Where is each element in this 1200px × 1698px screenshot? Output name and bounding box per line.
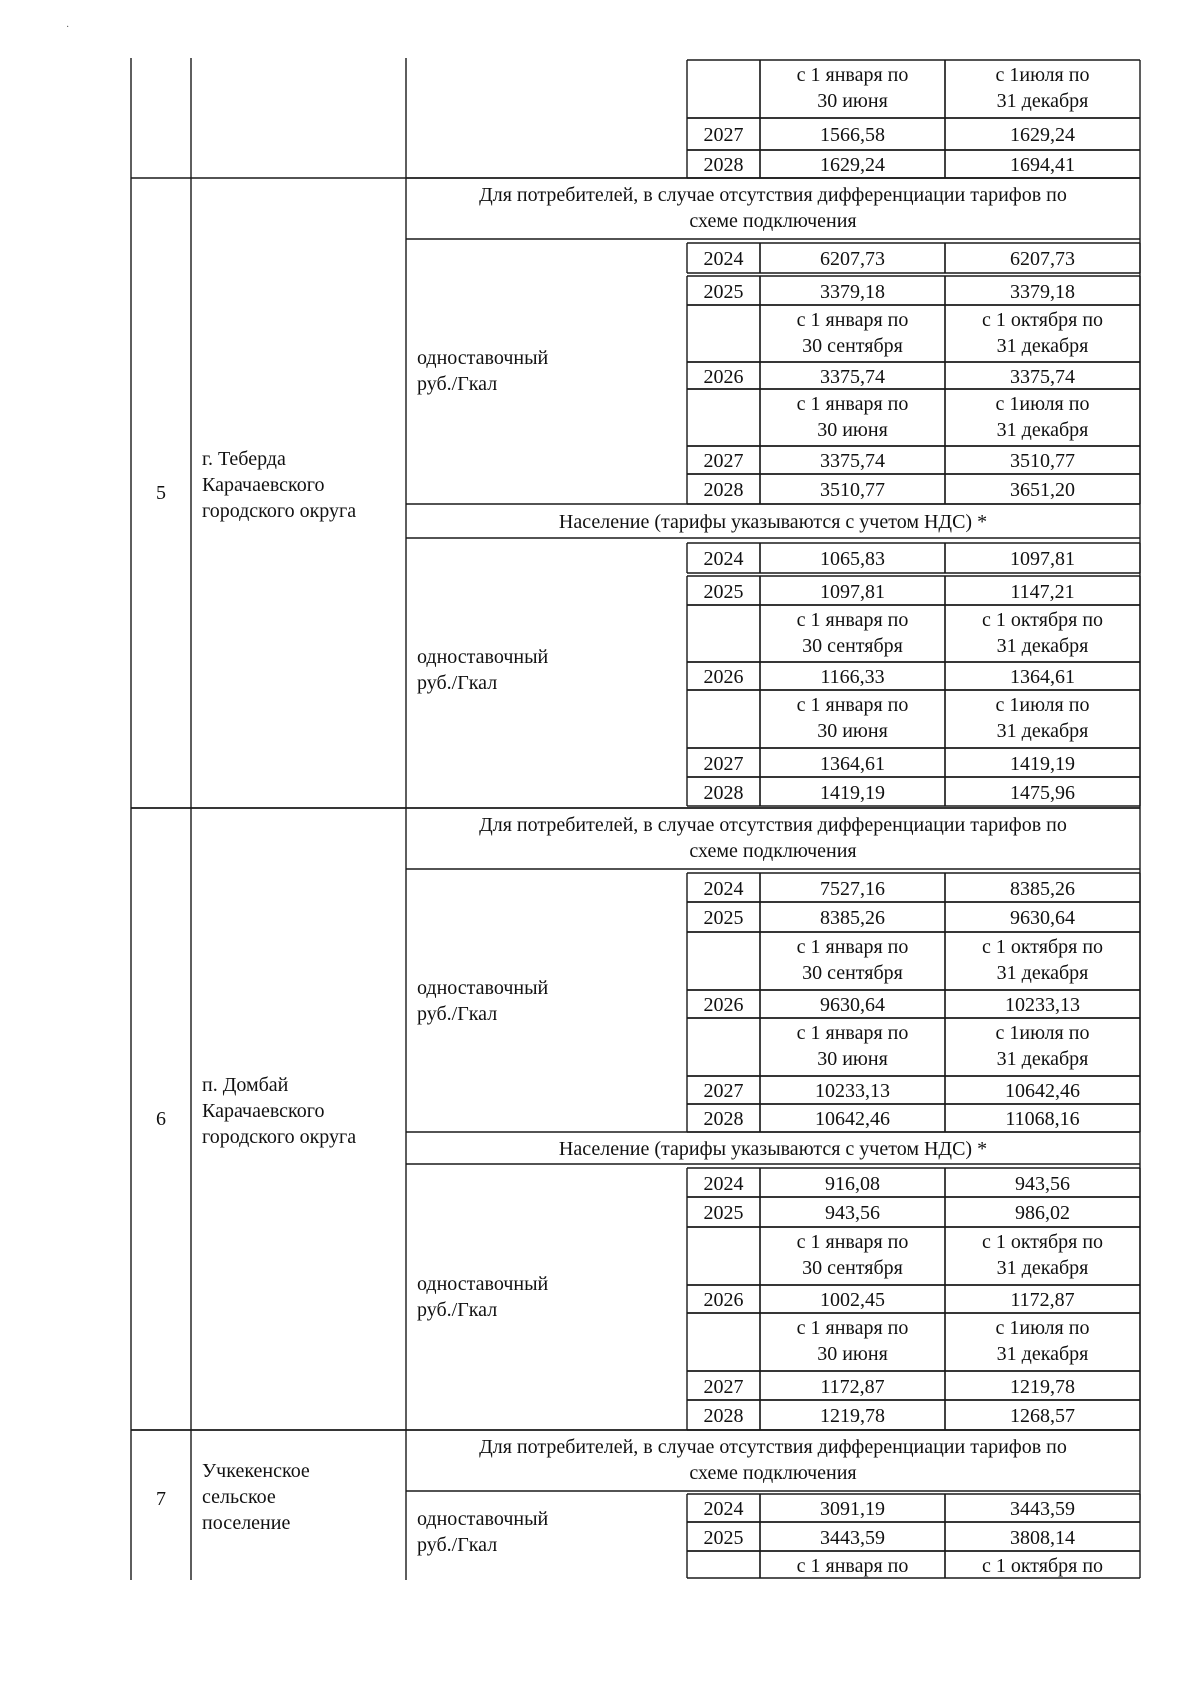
s6-consumers-value-1: 8385,26 <box>820 907 885 929</box>
s6-population-year: 2024 <box>703 1172 744 1195</box>
rate-type-label-line: одноставочный <box>417 347 549 369</box>
s6-consumers-value-2: 10642,46 <box>1005 1080 1080 1102</box>
s5-consumers-value-1: 3375,74 <box>820 365 885 388</box>
consumers-header <box>406 182 1140 234</box>
s6-population-year: 2028 <box>703 1405 744 1427</box>
consumers-header <box>406 1434 1140 1486</box>
top-fragment-row-value-1: 1629,24 <box>820 154 885 176</box>
s6-population-year: 2026 <box>703 1289 744 1311</box>
s6-consumers-period-2 <box>945 1020 1140 1072</box>
s6-population-value-1: 1219,78 <box>820 1405 885 1427</box>
consumers-header-line: Для потребителей, в случае отсутствия дифференциации тарифов по <box>479 814 1067 836</box>
s5-consumers-value-2: 3651,20 <box>1010 479 1075 501</box>
settlement-name <box>202 1072 403 1150</box>
s5-consumers-period-1-line: 30 июня <box>817 419 888 441</box>
s5-consumers-value-1: 3510,77 <box>820 479 885 501</box>
s5-consumers-period-2-line: с 1июля по <box>995 393 1090 415</box>
s6-consumers-period-1-line: с 1 января по <box>796 936 909 958</box>
s5-consumers-value-1: 3379,18 <box>820 280 885 303</box>
s6-population-year: 2027 <box>703 1375 744 1398</box>
settlement-name-line: п. Домбай <box>202 1074 289 1096</box>
top-fragment-row-value-2: 1629,24 <box>1010 124 1075 146</box>
s6-consumers-year: 2024 <box>703 877 744 900</box>
top-fragment-row-value-2: 1694,41 <box>1010 154 1075 176</box>
s6-population-period-2-line: с 1 октября по <box>981 1231 1104 1253</box>
s6-population-period-2-line: 31 декабря <box>996 1343 1089 1365</box>
s6-consumers-period-1-line: с 1 января по <box>796 1022 909 1044</box>
s5-population-value-2: 1147,21 <box>1010 580 1075 603</box>
s6-consumers-period-1 <box>760 1020 945 1072</box>
s6-population-period-2-line: 31 декабря <box>996 1257 1089 1279</box>
s7-consumers-value-2: 3443,59 <box>1010 1498 1075 1520</box>
s5-consumers-period-2-line: 31 декабря <box>996 335 1089 357</box>
s6-population-value-2: 943,56 <box>1015 1172 1070 1195</box>
rate-type-label-line: руб./Гкал <box>417 672 498 694</box>
s6-population-period-1 <box>760 1229 945 1281</box>
s7-period-1: с 1 января по <box>796 1555 909 1577</box>
top-fragment-period-1-line: 30 июня <box>817 90 888 112</box>
s6-consumers-period-1 <box>760 934 945 986</box>
s5-population-period-1-line: 30 июня <box>817 720 888 742</box>
s6-population-value-2: 1268,57 <box>1010 1405 1075 1427</box>
top-fragment-period-2 <box>945 62 1140 114</box>
top-fragment-row-value-1: 1566,58 <box>820 124 885 146</box>
s7-consumers-value-2: 3808,14 <box>1010 1526 1075 1549</box>
s6-population-period-1-line: 30 сентября <box>802 1257 903 1279</box>
settlement-name-line: Учкекенское <box>202 1460 310 1482</box>
s6-consumers-value-2: 9630,64 <box>1010 907 1075 929</box>
rate-type-label-line: руб./Гкал <box>417 1003 498 1025</box>
s5-population-period-2-line: 31 декабря <box>996 635 1089 657</box>
s5-consumers-value-1: 3375,74 <box>820 450 885 472</box>
s5-population-value-1: 1419,19 <box>820 781 885 804</box>
rate-type-label <box>417 1271 677 1323</box>
rate-type-label <box>417 644 677 696</box>
s6-consumers-period-2-line: с 1 октября по <box>981 936 1104 958</box>
s5-consumers-value-2: 3510,77 <box>1010 450 1075 472</box>
s6-consumers-year: 2028 <box>703 1108 744 1130</box>
s5-consumers-value-2: 3375,74 <box>1010 365 1075 388</box>
s6-consumers-period-2 <box>945 934 1140 986</box>
s5-consumers-year: 2026 <box>703 365 744 388</box>
s6-consumers-value-2: 11068,16 <box>1005 1108 1080 1130</box>
s6-consumers-period-1-line: 30 сентября <box>802 962 903 984</box>
s5-population-year: 2024 <box>703 548 744 570</box>
s6-population-value-1: 916,08 <box>825 1172 880 1195</box>
s5-consumers-year: 2025 <box>703 280 744 303</box>
rate-type-label <box>417 1506 677 1558</box>
s5-consumers-period-1 <box>760 391 945 443</box>
rate-type-label <box>417 975 677 1027</box>
s5-population-period-1-line: с 1 января по <box>796 694 909 716</box>
s5-population-value-2: 1097,81 <box>1010 548 1075 570</box>
top-fragment-period-2-line: с 1июля по <box>995 64 1090 86</box>
top-fragment-period-2-line: 31 декабря <box>996 90 1089 112</box>
rate-type-label-line: одноставочный <box>417 977 549 999</box>
s5-population-period-1-line: с 1 января по <box>796 609 909 631</box>
s6-consumers-value-1: 7527,16 <box>820 877 885 900</box>
s6-population-period-1-line: 30 июня <box>817 1343 888 1365</box>
rate-type-label-line: руб./Гкал <box>417 373 498 395</box>
s5-consumers-period-2 <box>945 307 1140 359</box>
settlement-name-line: городского округа <box>202 500 357 522</box>
s5-population-value-1: 1097,81 <box>820 580 885 603</box>
consumers-header-line: схеме подключения <box>689 210 857 232</box>
s6-consumers-value-1: 10233,13 <box>815 1080 890 1102</box>
rate-type-label <box>417 345 677 397</box>
s5-population-period-1 <box>760 692 945 744</box>
section-number: 5 <box>156 482 166 504</box>
s6-consumers-value-2: 8385,26 <box>1010 877 1075 900</box>
settlement-name-line: Карачаевского <box>202 474 325 496</box>
s5-consumers-year: 2024 <box>703 248 744 270</box>
rate-type-label-line: руб./Гкал <box>417 1299 498 1321</box>
s6-population-value-2: 986,02 <box>1015 1202 1070 1224</box>
s5-consumers-period-1 <box>760 307 945 359</box>
settlement-name-line: поселение <box>202 1512 291 1534</box>
consumers-header-line: Для потребителей, в случае отсутствия дифференциации тарифов по <box>479 1436 1067 1458</box>
s5-population-year: 2028 <box>703 781 744 804</box>
s5-consumers-period-2 <box>945 391 1140 443</box>
s5-consumers-period-1-line: с 1 января по <box>796 393 909 415</box>
section-number: 7 <box>156 1488 166 1510</box>
s5-consumers-period-2-line: с 1 октября по <box>981 309 1104 331</box>
s5-consumers-value-1: 6207,73 <box>820 248 885 270</box>
s5-population-period-2-line: 31 декабря <box>996 720 1089 742</box>
settlement-name-line: г. Теберда <box>202 448 286 470</box>
settlement-name-line: городского округа <box>202 1126 357 1148</box>
s6-consumers-value-2: 10233,13 <box>1005 994 1080 1016</box>
settlement-name <box>202 1458 403 1536</box>
s6-consumers-period-1-line: 30 июня <box>817 1048 888 1070</box>
s5-population-value-1: 1364,61 <box>820 752 885 775</box>
consumers-header <box>406 812 1140 864</box>
s5-population-period-2 <box>945 607 1140 659</box>
s5-consumers-value-2: 6207,73 <box>1010 248 1075 270</box>
s5-population-value-1: 1065,83 <box>820 548 885 570</box>
s5-consumers-period-1-line: с 1 января по <box>796 309 909 331</box>
population-header: Население (тарифы указываются с учетом НДС) * <box>558 1138 988 1160</box>
s6-population-value-1: 1172,87 <box>820 1375 885 1398</box>
s5-population-period-2-line: с 1июля по <box>995 694 1090 716</box>
s5-consumers-year: 2028 <box>703 479 744 501</box>
s6-consumers-period-2-line: 31 декабря <box>996 1048 1089 1070</box>
s5-population-period-2-line: с 1 октября по <box>981 609 1104 631</box>
s5-population-value-1: 1166,33 <box>820 666 885 688</box>
s6-population-period-1 <box>760 1315 945 1367</box>
s7-consumers-value-1: 3443,59 <box>820 1526 885 1549</box>
s5-population-period-2 <box>945 692 1140 744</box>
s5-population-year: 2025 <box>703 580 744 603</box>
settlement-name <box>202 446 403 524</box>
s7-consumers-year: 2024 <box>703 1498 744 1520</box>
s6-consumers-year: 2027 <box>703 1080 744 1102</box>
top-fragment-period-1 <box>760 62 945 114</box>
s5-population-value-2: 1364,61 <box>1010 666 1075 688</box>
s6-population-value-1: 943,56 <box>825 1202 880 1224</box>
settlement-name-line: Карачаевского <box>202 1100 325 1122</box>
s6-population-period-2 <box>945 1229 1140 1281</box>
s6-population-value-1: 1002,45 <box>820 1289 885 1311</box>
top-fragment-period-1-line: с 1 января по <box>796 64 909 86</box>
s6-population-period-1-line: с 1 января по <box>796 1317 909 1339</box>
consumers-header-line: схеме подключения <box>689 1462 857 1484</box>
s6-consumers-year: 2025 <box>703 907 744 929</box>
s6-consumers-period-2-line: 31 декабря <box>996 962 1089 984</box>
s6-consumers-value-1: 10642,46 <box>815 1108 890 1130</box>
s5-population-value-2: 1475,96 <box>1010 781 1075 804</box>
s6-population-period-1-line: с 1 января по <box>796 1231 909 1253</box>
s5-consumers-year: 2027 <box>703 450 744 472</box>
s5-consumers-period-2-line: 31 декабря <box>996 419 1089 441</box>
s6-population-value-2: 1172,87 <box>1010 1289 1075 1311</box>
s6-consumers-value-1: 9630,64 <box>820 994 885 1016</box>
s5-consumers-value-2: 3379,18 <box>1010 280 1075 303</box>
s5-population-year: 2027 <box>703 752 744 775</box>
rate-type-label-line: одноставочный <box>417 1273 549 1295</box>
population-header: Население (тарифы указываются с учетом НДС) * <box>558 511 988 533</box>
s7-consumers-year: 2025 <box>703 1526 744 1549</box>
consumers-header-line: схеме подключения <box>689 840 857 862</box>
rate-type-label-line: одноставочный <box>417 646 549 668</box>
s5-population-period-1 <box>760 607 945 659</box>
s6-consumers-year: 2026 <box>703 994 744 1016</box>
consumers-header-line: Для потребителей, в случае отсутствия дифференциации тарифов по <box>479 184 1067 206</box>
top-fragment-row-year: 2028 <box>703 154 744 176</box>
top-fragment-row-year: 2027 <box>703 124 744 146</box>
s7-consumers-value-1: 3091,19 <box>820 1498 885 1520</box>
section-number: 6 <box>156 1108 166 1130</box>
s5-population-year: 2026 <box>703 666 744 688</box>
rate-type-label-line: руб./Гкал <box>417 1534 498 1556</box>
s6-consumers-period-2-line: с 1июля по <box>995 1022 1090 1044</box>
rate-type-label-line: одноставочный <box>417 1508 549 1530</box>
scan-speck: · <box>66 22 70 33</box>
s5-population-period-1-line: 30 сентября <box>802 635 903 657</box>
s6-population-value-2: 1219,78 <box>1010 1375 1075 1398</box>
s5-population-value-2: 1419,19 <box>1010 752 1075 775</box>
s6-population-year: 2025 <box>703 1202 744 1224</box>
s7-period-2: с 1 октября по <box>981 1555 1104 1577</box>
s6-population-period-2-line: с 1июля по <box>995 1317 1090 1339</box>
s6-population-period-2 <box>945 1315 1140 1367</box>
s5-consumers-period-1-line: 30 сентября <box>802 335 903 357</box>
settlement-name-line: сельское <box>202 1486 276 1508</box>
